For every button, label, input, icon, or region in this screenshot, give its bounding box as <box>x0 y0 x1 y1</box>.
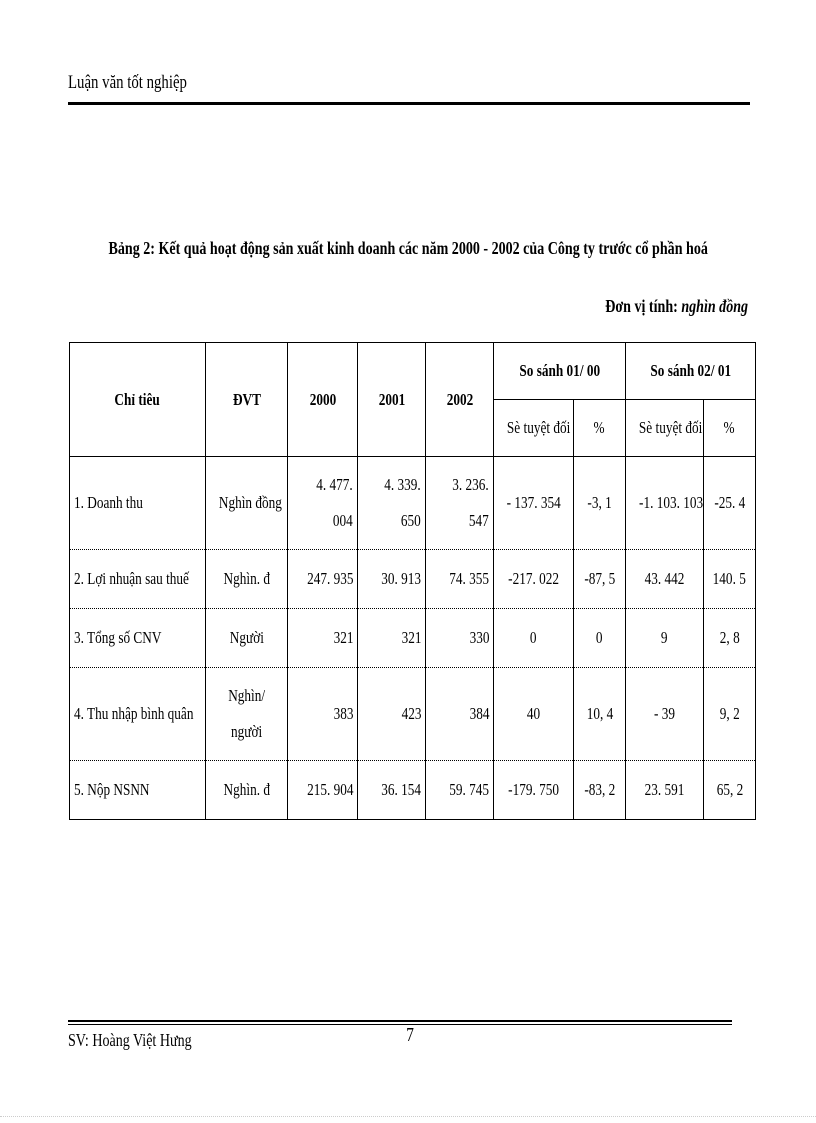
footer-author: SV: Hoàng Việt Hưng <box>68 1030 192 1050</box>
col-header-abs-1: Sè tuyệt đối <box>494 400 574 457</box>
col-header-pct-2: % <box>704 400 756 457</box>
cell-pct-1: -83, 2 <box>574 761 626 820</box>
row-unit: Nghìn. đ <box>206 761 288 820</box>
cell-abs-2: 9 <box>626 609 704 668</box>
cell-2002: 59. 745 <box>426 761 494 820</box>
table-row <box>70 761 756 820</box>
unit-note <box>605 296 748 317</box>
cell-abs-2: -1. 103. 103 <box>626 457 704 550</box>
cell-abs-1: -179. 750 <box>494 761 574 820</box>
cell-abs-1: 0 <box>494 609 574 668</box>
col-header-2002: 2002 <box>426 343 494 457</box>
running-header: Luận văn tốt nghiệp <box>68 72 187 93</box>
cell-pct-2: 65, 2 <box>704 761 756 820</box>
cell-2001: 321 <box>358 609 426 668</box>
cell-pct-1: -3, 1 <box>574 457 626 550</box>
table-row <box>70 550 756 609</box>
page-edge-divider <box>0 1116 816 1117</box>
row-name: 4. Thu nhập bình quân <box>70 668 206 761</box>
footer-rule <box>68 1020 732 1022</box>
row-unit: Nghìn/ người <box>206 668 288 761</box>
cell-pct-2: 140. 5 <box>704 550 756 609</box>
cell-2000: 215. 904 <box>288 761 358 820</box>
table-row <box>70 668 756 761</box>
results-table <box>69 342 756 820</box>
cell-abs-1: -217. 022 <box>494 550 574 609</box>
row-unit: Nghìn. đ <box>206 550 288 609</box>
cell-abs-2: 43. 442 <box>626 550 704 609</box>
table-row <box>70 609 756 668</box>
row-name: 1. Doanh thu <box>70 457 206 550</box>
row-name: 3. Tổng số CNV <box>70 609 206 668</box>
cell-2001: 30. 913 <box>358 550 426 609</box>
cell-2000: 4. 477. 004 <box>288 457 358 550</box>
cell-pct-1: 0 <box>574 609 626 668</box>
col-header-abs-2: Sè tuyệt đối <box>626 400 704 457</box>
cell-2002: 384 <box>426 668 494 761</box>
cell-pct-2: 9, 2 <box>704 668 756 761</box>
cell-2001: 36. 154 <box>358 761 426 820</box>
cell-pct-1: 10, 4 <box>574 668 626 761</box>
cell-pct-2: -25. 4 <box>704 457 756 550</box>
col-header-indicator: Chỉ tiêu <box>70 343 206 457</box>
col-header-compare-02-01: So sánh 02/ 01 <box>626 343 756 400</box>
cell-2000: 321 <box>288 609 358 668</box>
col-header-2000: 2000 <box>288 343 358 457</box>
cell-abs-1: 40 <box>494 668 574 761</box>
header-row-1 <box>70 343 756 400</box>
table-title-text: Bảng 2: Kết quả hoạt động sản xuất kinh doanh các năm 2000 - 2002 của Công ty trước cổ phần hoá <box>108 238 708 258</box>
cell-2002: 3. 236. 547 <box>426 457 494 550</box>
cell-2002: 330 <box>426 609 494 668</box>
header-rule <box>68 102 750 105</box>
cell-pct-1: -87, 5 <box>574 550 626 609</box>
page-number: 7 <box>406 1024 414 1046</box>
row-name: 5. Nộp NSNN <box>70 761 206 820</box>
table-row <box>70 457 756 550</box>
col-header-2001: 2001 <box>358 343 426 457</box>
cell-2002: 74. 355 <box>426 550 494 609</box>
unit-label: Đơn vị tính: <box>605 296 678 316</box>
row-unit: Nghìn đồng <box>206 457 288 550</box>
cell-2000: 247. 935 <box>288 550 358 609</box>
cell-2000: 383 <box>288 668 358 761</box>
row-unit: Người <box>206 609 288 668</box>
col-header-compare-01-00: So sánh 01/ 00 <box>494 343 626 400</box>
cell-abs-2: 23. 591 <box>626 761 704 820</box>
cell-pct-2: 2, 8 <box>704 609 756 668</box>
footer-rule-thin <box>68 1024 732 1025</box>
cell-abs-2: - 39 <box>626 668 704 761</box>
cell-2001: 423 <box>358 668 426 761</box>
unit-value: nghìn đồng <box>681 296 748 316</box>
row-name: 2. Lợi nhuận sau thuế <box>70 550 206 609</box>
col-header-unit: ĐVT <box>206 343 288 457</box>
table-title <box>0 238 816 259</box>
cell-2001: 4. 339. 650 <box>358 457 426 550</box>
col-header-pct-1: % <box>574 400 626 457</box>
cell-abs-1: - 137. 354 <box>494 457 574 550</box>
